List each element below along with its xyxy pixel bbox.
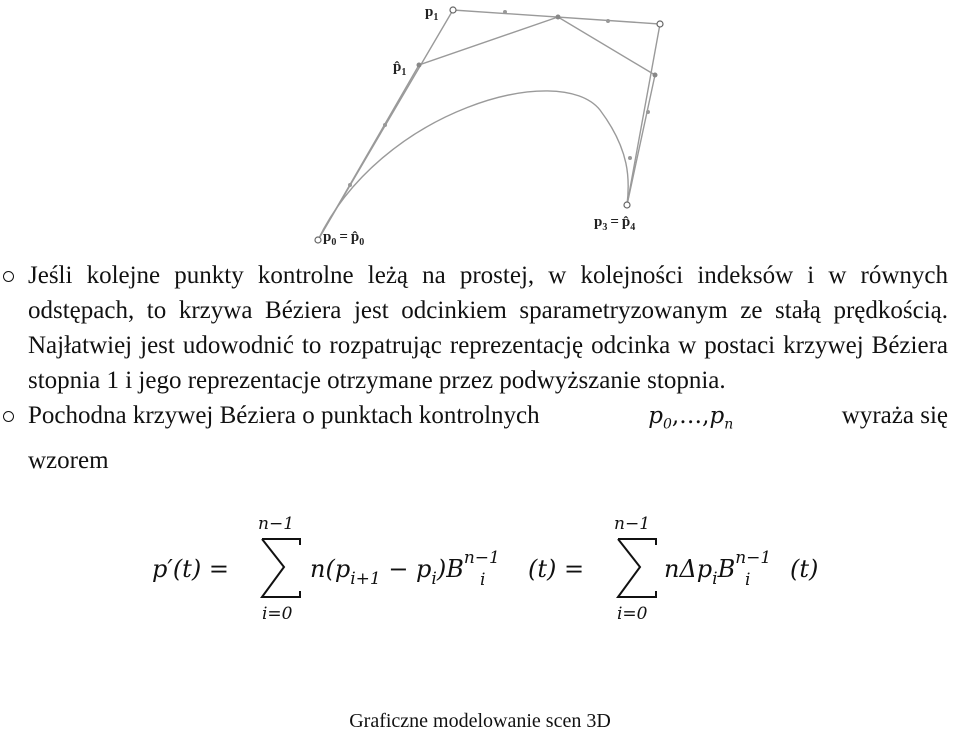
label-p1: $p_1$ <box>425 4 439 23</box>
sigma-icon <box>618 539 656 597</box>
sum1-upper-limit: n−1 <box>258 514 295 534</box>
elevated-control-polygon <box>318 17 655 240</box>
control-point-p0 <box>315 237 321 243</box>
curve-tick <box>383 123 387 127</box>
formula-term1: $n(p_{i+1} - p_i)B^{n-1}$ <box>310 548 500 589</box>
formula-B-sub: i <box>480 570 486 590</box>
curve-tick <box>628 156 632 160</box>
curve-tick <box>606 19 610 23</box>
bullet-list <box>0 258 960 478</box>
formula-lhs: p′(t) = <box>152 555 229 583</box>
bullet-item-derivative <box>0 398 960 478</box>
bullet-line <box>28 398 948 443</box>
bezier-curve <box>318 91 628 240</box>
bullet-text-before: Pochodna krzywej Béziera o punktach kontrolnych <box>28 402 540 429</box>
formula-term1-arg: (t) = <box>528 555 585 583</box>
curve-tick <box>503 10 507 14</box>
control-point-p2 <box>657 21 663 27</box>
derivative-formula <box>0 505 960 625</box>
curve-tick <box>348 183 352 187</box>
formula-B2-sub: i <box>745 570 751 590</box>
control-point-p1 <box>450 7 456 13</box>
bullet-item-straight-line <box>0 258 960 398</box>
slide-footer: Graficzne modelowanie scen 3D <box>349 710 611 732</box>
bullet-text-line2: wzorem <box>28 446 109 474</box>
formula-term2: $n\Delta p_iB^{n-1}$ <box>664 548 772 589</box>
sum1-lower-limit: i=0 <box>262 604 293 624</box>
bezier-degree-elevation-diagram <box>0 0 960 255</box>
label-phat1: $p̂_1$ <box>393 59 407 78</box>
bullet-text: Jeśli kolejne punkty kontrolne leżą na prostej, w kolejności indeksów i w równych odstępach, to krzywa Béziera jest odcinkiem sparametryzowanym ze stałą prędkością. Najłatwiej jest udowodnić to rozpatrując reprezentację odcinka w postaci krzywej Béziera stopnia 1 i jego reprezentacje otrzymane przez podwyższanie stopnia. <box>28 262 948 394</box>
control-point-p3 <box>624 202 630 208</box>
inline-math-control-points: $p_0,\dots,p_n$ <box>648 403 734 433</box>
formula-term2-arg: (t) <box>790 555 819 583</box>
label-p0-phat0: $p_0$ = $p̂_0$ <box>323 229 365 248</box>
sum2-lower-limit: i=0 <box>617 604 648 624</box>
label-p3-phat4: $p_3$ = $p̂_4$ <box>594 214 636 233</box>
sum2-upper-limit: n−1 <box>614 514 651 534</box>
curve-tick <box>646 110 650 114</box>
control-polygon <box>318 10 660 240</box>
elevated-point-phat3 <box>653 73 658 78</box>
sigma-icon <box>262 539 300 597</box>
bullet-marker-icon <box>3 271 14 282</box>
bullet-marker-icon <box>3 411 14 422</box>
elevated-point-phat1 <box>417 63 422 68</box>
bullet-text-after: wyraża się <box>841 402 948 429</box>
elevated-point-phat2 <box>556 15 561 20</box>
